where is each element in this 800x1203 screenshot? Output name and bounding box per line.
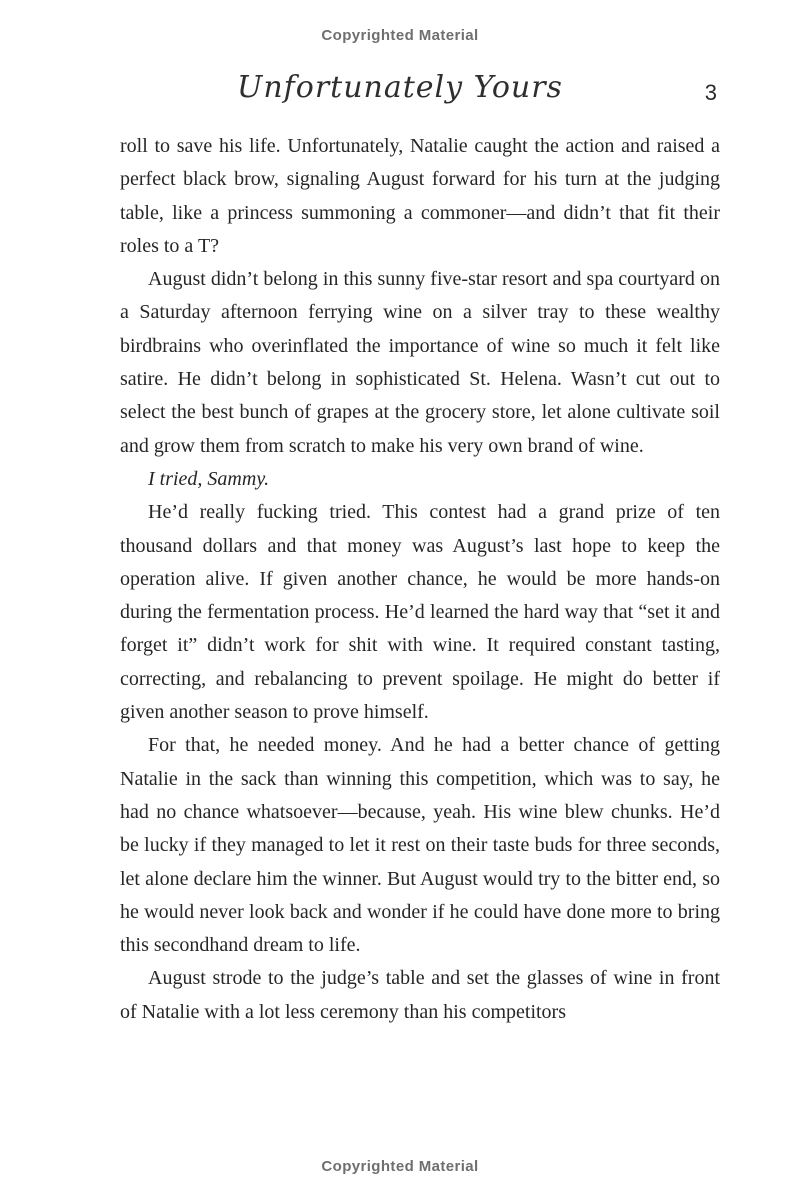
paragraph: August strode to the judge’s table and set the glasses of wine in front of Natalie with a lot less ceremony than his competitors: [120, 967, 720, 1023]
paragraph: roll to save his life. Unfortunately, Natalie caught the action and raised a perfect black brow, signaling August forward for his turn at the judging table, like a princess summoning a commoner—and didn’t that fit their roles to a T?: [120, 135, 720, 257]
page-number: 3: [704, 80, 717, 105]
body-text: [120, 130, 720, 1029]
copyright-notice-bottom: Copyrighted Material: [321, 1158, 479, 1175]
running-header: [0, 70, 800, 116]
book-title: Unfortunately Yours: [237, 70, 563, 105]
paragraph: August didn’t belong in this sunny five-star resort and spa courtyard on a Saturday afternoon ferrying wine on a silver tray to these wealthy birdbrains who overinflated the importance of wine so much it felt like satire. He didn’t belong in sophisticated St. Helena. Wasn’t cut out to select the best bunch of grapes at the grocery store, let alone cultivate soil and grow them from scratch to make his very own brand of wine.: [120, 268, 720, 457]
copyright-notice-top: Copyrighted Material: [321, 27, 479, 44]
paragraph: For that, he needed money. And he had a better chance of getting Natalie in the sack than winning this competition, which was to say, he had no chance whatsoever—because, yeah. His wine blew chunks. He’d be lucky if they managed to let it rest on their taste buds for three seconds, let alone declare him the winner. But August would try to the bitter end, so he would never look back and wonder if he could have done more to bring this secondhand dream to life.: [120, 734, 720, 957]
paragraph: He’d really fucking tried. This contest had a grand prize of ten thousand dollars and that money was August’s last hope to keep the operation alive. If given another chance, he would be more hands-on during the fermentation process. He’d learned the hard way that “set it and forget it” didn’t work for shit with wine. It required constant tasting, correcting, and rebalancing to prevent spoilage. He might do better if given another season to prove himself.: [120, 501, 720, 724]
paragraph-internal-thought: I tried, Sammy.: [148, 467, 270, 490]
